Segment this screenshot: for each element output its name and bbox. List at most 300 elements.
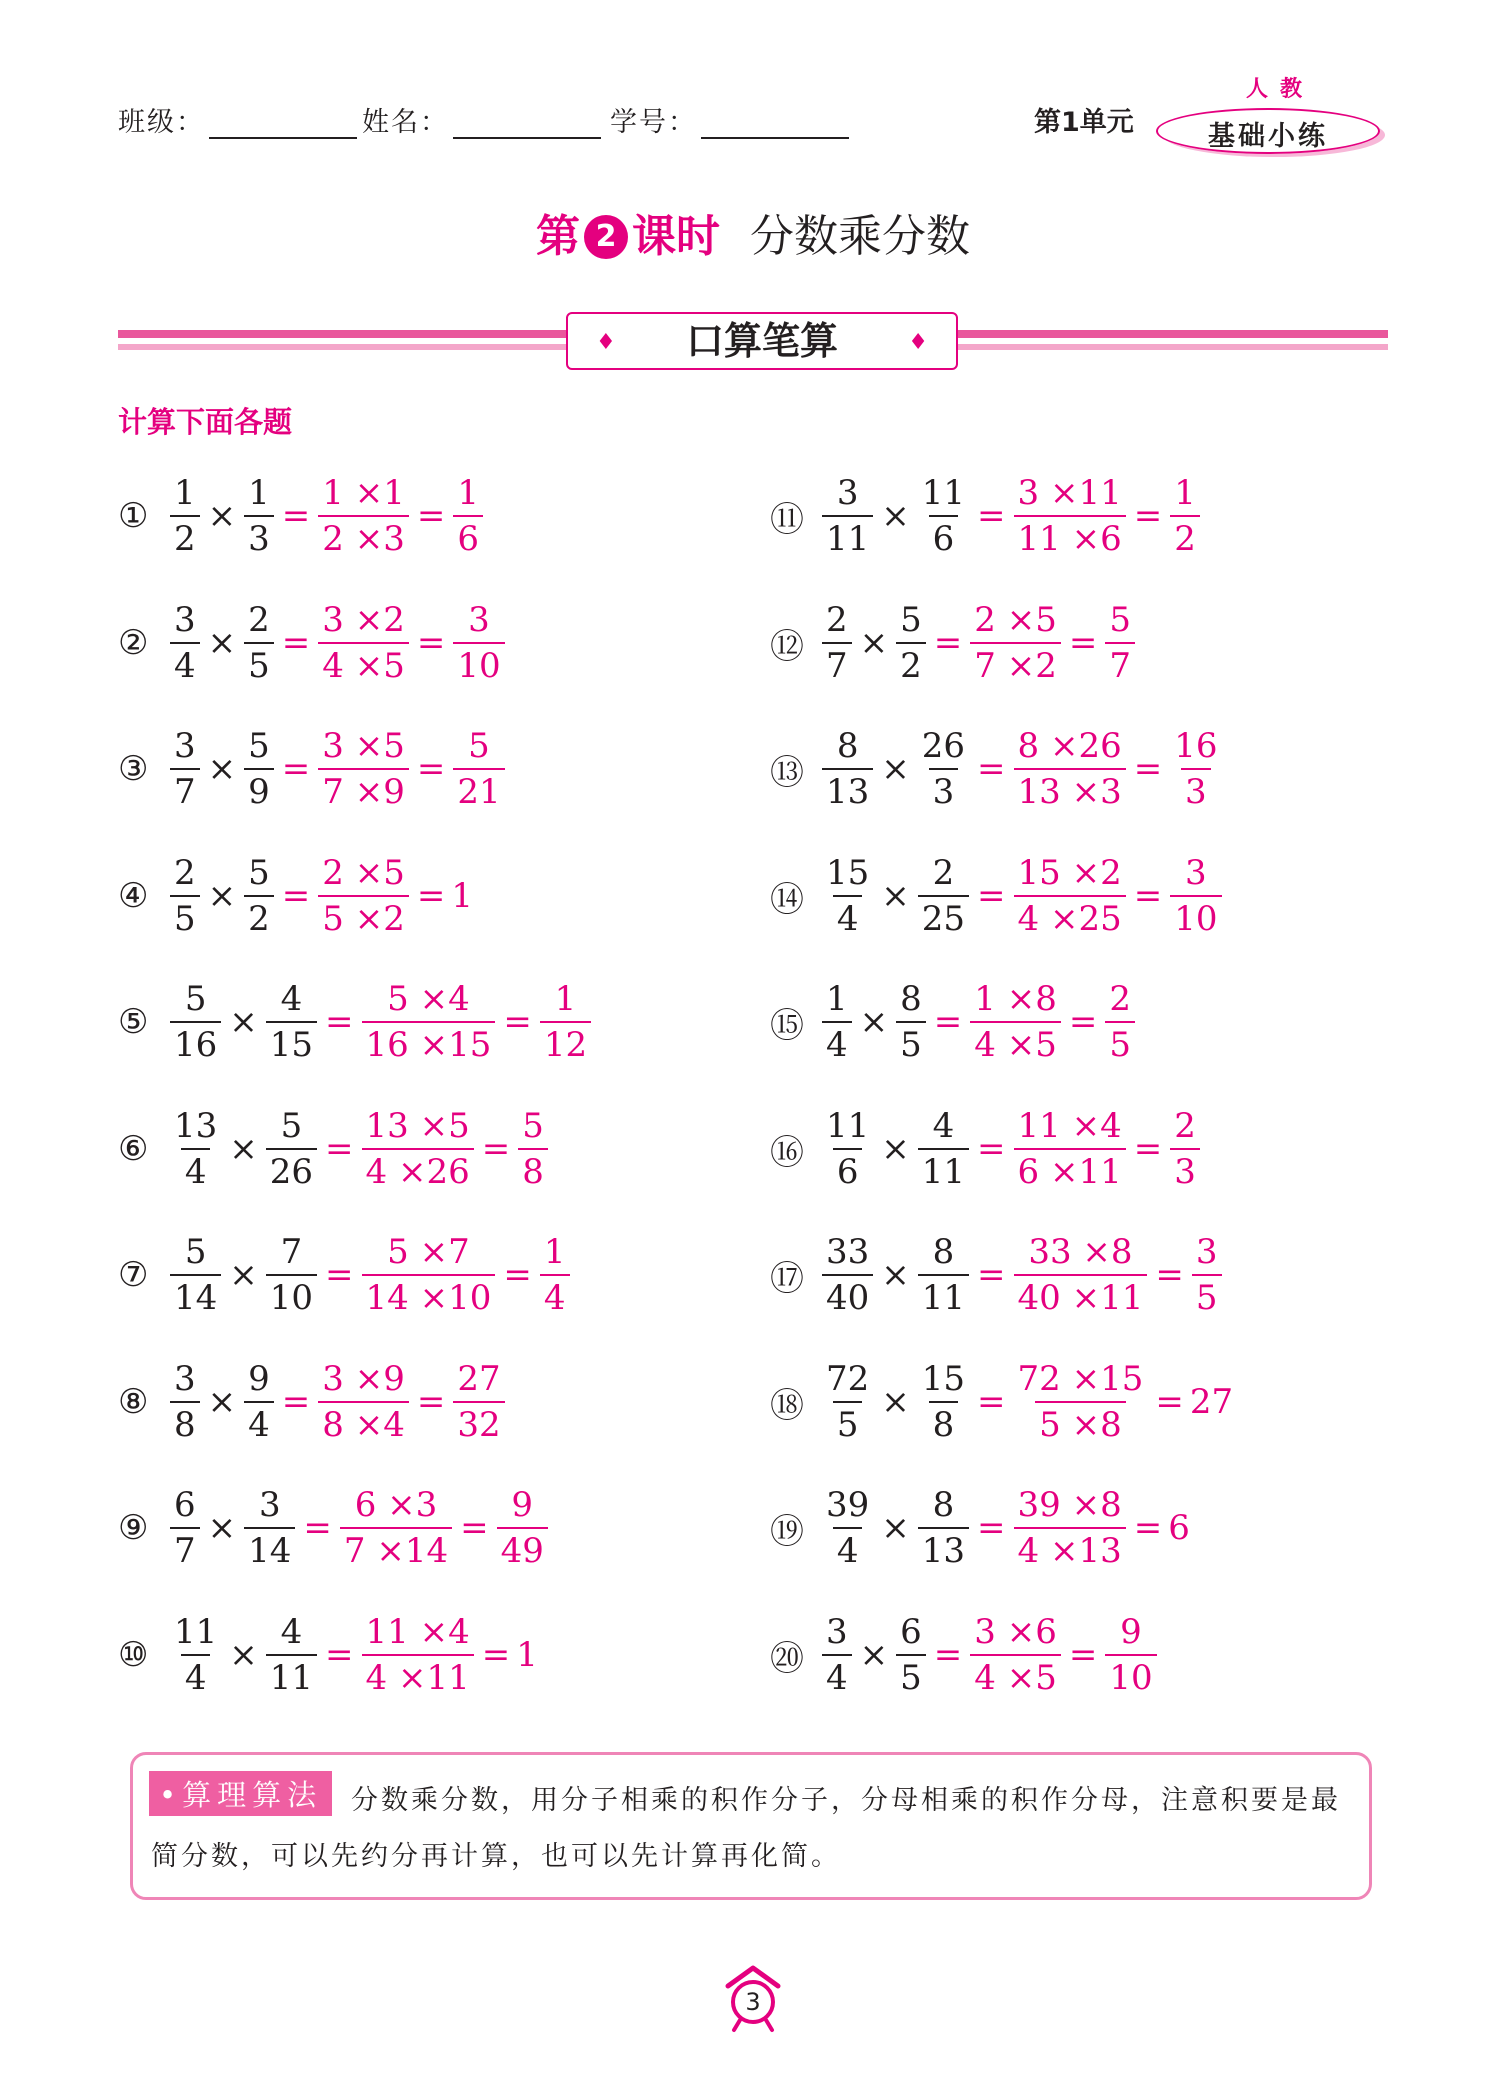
numerator: 33 ×8 (1028, 1232, 1133, 1272)
equals-sign: = (977, 1382, 1006, 1422)
instruction: 计算下面各题 (118, 405, 293, 439)
numerator: 1 (554, 979, 577, 1019)
numerator: 3 ×9 (322, 1359, 405, 1399)
times-sign: × (859, 1635, 889, 1675)
equals-sign: = (325, 1635, 354, 1675)
numerator: 8 (836, 726, 859, 766)
denominator: 4 (170, 642, 200, 688)
lesson-number-badge: 2 (584, 215, 628, 259)
equals-sign: = (977, 1508, 1006, 1548)
equals-sign: = (977, 1255, 1006, 1295)
denominator: 40 ×11 (1014, 1274, 1148, 1320)
numerator: 3 ×6 (974, 1612, 1057, 1652)
problem-number: ③ (118, 749, 149, 789)
problem-number: ⑳ (770, 1638, 804, 1679)
brand-badge (1156, 108, 1380, 154)
denominator: 4 ×11 (362, 1654, 474, 1700)
numerator: 33 (826, 1232, 870, 1272)
denominator: 5 (244, 642, 274, 688)
times-sign: × (881, 876, 910, 916)
page-header (118, 77, 1388, 152)
unit-label: 第1单元 (1034, 107, 1134, 138)
result-fraction (453, 598, 504, 688)
factor-fraction (244, 1483, 295, 1573)
numerator: 5 (900, 600, 922, 640)
factor-fraction (918, 724, 969, 814)
working-fraction (1014, 1104, 1126, 1194)
result-fraction (1105, 1610, 1156, 1700)
problem-number: ⑩ (118, 1635, 149, 1675)
factor-fraction (822, 851, 873, 941)
numerator: 9 (511, 1485, 534, 1525)
equals-sign: = (281, 876, 311, 916)
denominator: 3 (929, 768, 959, 814)
factor-fraction (896, 1610, 926, 1700)
diamond-icon: ♦ (908, 330, 928, 355)
numerator: 5 (184, 979, 207, 1019)
numerator: 8 ×26 (1017, 726, 1122, 766)
numerator: 5 (280, 1106, 303, 1146)
numerator: 5 (468, 726, 490, 766)
factor-fraction (822, 1483, 873, 1573)
numerator: 4 (932, 1106, 955, 1146)
times-sign: × (207, 623, 237, 663)
working-fraction (970, 977, 1061, 1067)
numerator: 5 (1109, 600, 1131, 640)
denominator: 4 ×26 (362, 1148, 474, 1194)
denominator: 7 ×2 (970, 642, 1061, 688)
equals-sign: = (281, 1382, 311, 1422)
lesson-title (0, 200, 1506, 264)
numerator: 2 (1174, 1106, 1196, 1146)
denominator: 13 ×3 (1014, 768, 1126, 814)
denominator: 14 ×10 (362, 1274, 496, 1320)
problem-item (770, 593, 1137, 693)
problem-item (770, 466, 1202, 566)
factor-fraction (170, 1230, 221, 1320)
times-sign: × (859, 623, 889, 663)
problem-number: ⑬ (770, 752, 804, 793)
result-fraction (1170, 471, 1200, 561)
equals-sign: = (416, 496, 446, 536)
factor-fraction (918, 1104, 969, 1194)
result-fraction (1170, 851, 1221, 941)
numerator: 13 (174, 1106, 218, 1146)
problem-item (770, 846, 1224, 946)
numerator: 2 (826, 600, 848, 640)
numerator: 3 (1195, 1232, 1218, 1272)
result-fraction (1170, 724, 1221, 814)
denominator: 10 (453, 642, 504, 688)
problem-number: ⑱ (770, 1385, 804, 1426)
equals-sign: = (325, 1255, 354, 1295)
denominator: 4 ×25 (1014, 895, 1126, 941)
factor-fraction (822, 598, 852, 688)
equals-sign: = (977, 749, 1006, 789)
denominator: 13 (918, 1527, 969, 1573)
times-sign: × (207, 876, 237, 916)
denominator: 7 ×14 (340, 1527, 452, 1573)
denominator: 5 (896, 1654, 926, 1700)
denominator: 11 (918, 1274, 969, 1320)
equals-sign: = (1068, 1002, 1098, 1042)
factor-fraction (170, 598, 200, 688)
factor-fraction (896, 598, 926, 688)
denominator: 6 (833, 1148, 863, 1194)
times-sign: × (229, 1129, 258, 1169)
factor-fraction (918, 851, 969, 941)
times-sign: × (229, 1002, 258, 1042)
denominator: 10 (1170, 895, 1221, 941)
times-sign: × (881, 1508, 910, 1548)
equals-sign: = (1133, 876, 1163, 916)
section-title: 口算笔算 (685, 319, 838, 363)
problem-item (770, 1225, 1224, 1325)
equals-sign: = (1155, 1255, 1184, 1295)
numerator: 8 (932, 1485, 955, 1525)
numerator: 72 ×15 (1017, 1359, 1144, 1399)
denominator: 10 (266, 1274, 317, 1320)
result-fraction (518, 1104, 548, 1194)
factor-fraction (244, 1357, 274, 1447)
working-fraction (340, 1483, 452, 1573)
problem-item (770, 1099, 1202, 1199)
times-sign: × (229, 1255, 258, 1295)
problem-number: ⑤ (118, 1002, 149, 1042)
factor-fraction (918, 1357, 969, 1447)
numerator: 6 ×3 (354, 1485, 438, 1525)
numerator: 15 ×2 (1017, 853, 1122, 893)
equals-sign: = (281, 623, 311, 663)
numerator: 2 ×5 (974, 600, 1057, 640)
title-suffix: 课时 (632, 211, 720, 262)
working-fraction (970, 598, 1061, 688)
equals-sign: = (325, 1002, 354, 1042)
numerator: 9 (1120, 1612, 1142, 1652)
numerator: 3 (1185, 853, 1207, 893)
equals-sign: = (416, 749, 446, 789)
factor-fraction (266, 1230, 317, 1320)
equals-sign: = (933, 1002, 963, 1042)
section-banner (566, 312, 958, 370)
factor-fraction (170, 851, 200, 941)
tip-text: 分数乘分数，用分子相乘的积作分子，分母相乘的积作分母，注意积要是最简分数，可以先约分再计算，也可以先计算再化简。 (151, 1785, 1341, 1872)
numerator: 72 (826, 1359, 870, 1399)
problem-number: ⑭ (770, 879, 804, 920)
denominator: 6 (453, 515, 483, 561)
denominator: 5 (896, 1021, 926, 1067)
denominator: 8 (170, 1401, 200, 1447)
denominator: 4 (244, 1401, 274, 1447)
factor-fraction (244, 724, 274, 814)
denominator: 11 (918, 1148, 969, 1194)
page-number-badge (722, 1964, 784, 2034)
working-fraction (318, 471, 409, 561)
denominator: 4 (833, 1527, 863, 1573)
problem-item (118, 972, 593, 1072)
equals-sign: = (460, 1508, 489, 1548)
numerator: 26 (921, 726, 966, 766)
times-sign: × (881, 1255, 910, 1295)
factor-fraction (822, 724, 873, 814)
numerator: 9 (248, 1359, 270, 1399)
working-fraction (362, 1610, 474, 1700)
equals-sign: = (281, 749, 311, 789)
numerator: 5 (248, 853, 270, 893)
denominator: 3 (244, 515, 274, 561)
numerator: 39 ×8 (1017, 1485, 1122, 1525)
equals-sign: = (933, 623, 963, 663)
problem-number: ④ (118, 876, 149, 916)
problem-number: ⑥ (118, 1129, 149, 1169)
result-fraction (1105, 977, 1135, 1067)
problem-number: ⑧ (118, 1382, 149, 1422)
factor-fraction (244, 471, 274, 561)
numerator: 11 ×4 (1017, 1106, 1122, 1146)
factor-fraction (244, 851, 274, 941)
problem-number: ⑪ (770, 499, 804, 540)
numerator: 5 ×7 (387, 1232, 470, 1272)
denominator: 5 (1192, 1274, 1222, 1320)
denominator: 21 (453, 768, 504, 814)
times-sign: × (859, 1002, 889, 1042)
problem-number: ⑰ (770, 1258, 804, 1299)
id-blank[interactable] (701, 109, 849, 139)
numerator: 3 (826, 1612, 848, 1652)
denominator: 4 (822, 1654, 852, 1700)
working-fraction (1014, 471, 1126, 561)
working-fraction (362, 1104, 474, 1194)
working-fraction (318, 1357, 409, 1447)
factor-fraction (822, 1610, 852, 1700)
denominator: 32 (453, 1401, 504, 1447)
denominator: 7 (822, 642, 852, 688)
denominator: 49 (497, 1527, 548, 1573)
denominator: 4 ×5 (970, 1654, 1061, 1700)
denominator: 7 (1105, 642, 1135, 688)
factor-fraction (170, 724, 200, 814)
denominator: 4 ×13 (1014, 1527, 1126, 1573)
times-sign: × (881, 1382, 910, 1422)
denominator: 5 ×8 (1035, 1401, 1126, 1447)
problem-item (770, 1352, 1233, 1452)
denominator: 7 (170, 1527, 200, 1573)
denominator: 4 (181, 1654, 211, 1700)
numerator: 15 (921, 1359, 966, 1399)
times-sign: × (207, 749, 237, 789)
equals-sign: = (503, 1255, 532, 1295)
factor-fraction (170, 1357, 200, 1447)
numerator: 39 (826, 1485, 870, 1525)
denominator: 6 ×11 (1014, 1148, 1126, 1194)
numerator: 2 (174, 853, 196, 893)
numerator: 11 ×4 (365, 1612, 470, 1652)
denominator: 3 (1170, 1148, 1200, 1194)
numerator: 3 ×11 (1017, 473, 1122, 513)
denominator: 4 (822, 1021, 852, 1067)
factor-fraction (918, 1230, 969, 1320)
equals-sign: = (1133, 749, 1163, 789)
numerator: 27 (457, 1359, 501, 1399)
times-sign: × (229, 1635, 258, 1675)
denominator: 6 (929, 515, 959, 561)
problem-number: ⑮ (770, 1005, 804, 1046)
equals-sign: = (325, 1129, 354, 1169)
numerator: 13 ×5 (365, 1106, 470, 1146)
working-fraction (1014, 1483, 1126, 1573)
factor-fraction (822, 471, 873, 561)
numerator: 1 ×1 (322, 473, 405, 513)
times-sign: × (207, 1508, 237, 1548)
numerator: 3 ×5 (322, 726, 405, 766)
factor-fraction (822, 1357, 873, 1447)
id-label: 学号： (610, 107, 697, 138)
numerator: 5 (184, 1232, 207, 1272)
problem-number: ① (118, 496, 149, 536)
equals-sign: = (416, 876, 446, 916)
problem-item (770, 1605, 1159, 1705)
denominator: 4 ×5 (970, 1021, 1061, 1067)
equals-sign: = (933, 1635, 963, 1675)
problem-item (770, 1478, 1190, 1578)
result-fraction (1192, 1230, 1222, 1320)
denominator: 5 (1105, 1021, 1135, 1067)
numerator: 2 (1109, 979, 1131, 1019)
factor-fraction (170, 1483, 200, 1573)
denominator: 3 (1181, 768, 1211, 814)
equals-sign: = (416, 623, 446, 663)
numerator: 8 (932, 1232, 955, 1272)
equals-sign: = (481, 1129, 511, 1169)
denominator: 16 ×15 (362, 1021, 496, 1067)
numerator: 15 (826, 853, 870, 893)
numerator: 3 (174, 600, 196, 640)
id-field (610, 100, 849, 139)
brand-name: 基础小练 (1208, 121, 1328, 152)
working-fraction (970, 1610, 1061, 1700)
working-fraction (1014, 1357, 1148, 1447)
factor-fraction (170, 1610, 221, 1700)
denominator: 2 ×3 (318, 515, 409, 561)
denominator: 16 (170, 1021, 221, 1067)
factor-fraction (244, 598, 274, 688)
numerator: 2 (248, 600, 270, 640)
numerator: 8 (900, 979, 922, 1019)
denominator: 13 (822, 768, 873, 814)
class-label: 班级： (118, 107, 205, 138)
equals-sign: = (977, 1129, 1006, 1169)
problem-number: ② (118, 623, 149, 663)
result-fraction (1105, 598, 1135, 688)
equals-sign: = (1155, 1382, 1184, 1422)
factor-fraction (896, 977, 926, 1067)
denominator: 10 (1105, 1654, 1156, 1700)
problem-item (118, 1605, 538, 1705)
factor-fraction (918, 471, 969, 561)
denominator: 4 ×5 (318, 642, 409, 688)
name-field (362, 100, 601, 139)
working-fraction (362, 1230, 496, 1320)
working-fraction (1014, 851, 1126, 941)
denominator: 9 (244, 768, 274, 814)
working-fraction (318, 851, 409, 941)
numerator: 5 (522, 1106, 544, 1146)
equals-sign: = (281, 496, 311, 536)
factor-fraction (266, 977, 317, 1067)
tip-box (130, 1752, 1372, 1900)
denominator: 14 (170, 1274, 221, 1320)
numerator: 11 (921, 473, 966, 513)
result-fraction (453, 724, 504, 814)
name-blank[interactable] (453, 109, 601, 139)
tip-tag: •算理算法 (149, 1771, 332, 1816)
numerator: 1 (1174, 473, 1196, 513)
denominator: 40 (822, 1274, 873, 1320)
numerator: 1 (248, 473, 270, 513)
numerator: 2 ×5 (322, 853, 405, 893)
numerator: 6 (900, 1612, 922, 1652)
equals-sign: = (416, 1382, 446, 1422)
result-value: 6 (1168, 1508, 1190, 1548)
denominator: 14 (244, 1527, 295, 1573)
denominator: 8 (929, 1401, 959, 1447)
equals-sign: = (1133, 1508, 1163, 1548)
working-fraction (318, 598, 409, 688)
numerator: 3 ×2 (322, 600, 405, 640)
equals-sign: = (1133, 496, 1163, 536)
problem-item (118, 1352, 507, 1452)
name-label: 姓名： (362, 107, 449, 138)
denominator: 2 (1170, 515, 1200, 561)
factor-fraction (170, 1104, 221, 1194)
denominator: 25 (918, 895, 969, 941)
problem-item (118, 1478, 550, 1578)
factor-fraction (170, 977, 221, 1067)
result-fraction (540, 1230, 570, 1320)
class-blank[interactable] (209, 109, 357, 139)
denominator: 7 (170, 768, 200, 814)
denominator: 26 (266, 1148, 317, 1194)
problem-number: ⑫ (770, 626, 804, 667)
numerator: 4 (280, 979, 303, 1019)
problem-item (118, 719, 507, 819)
numerator: 1 (174, 473, 196, 513)
page-number: 3 (745, 1988, 761, 2016)
times-sign: × (881, 496, 910, 536)
numerator: 11 (826, 1106, 870, 1146)
factor-fraction (266, 1104, 317, 1194)
denominator: 2 (244, 895, 274, 941)
times-sign: × (881, 749, 910, 789)
equals-sign: = (1068, 1635, 1098, 1675)
problem-item (770, 972, 1137, 1072)
problem-item (118, 1225, 572, 1325)
problem-item (118, 593, 507, 693)
denominator: 11 (266, 1654, 317, 1700)
numerator: 3 (174, 1359, 196, 1399)
numerator: 16 (1174, 726, 1218, 766)
brand-publisher: 人教 (1246, 77, 1315, 102)
result-value: 27 (1189, 1382, 1234, 1422)
factor-fraction (822, 977, 852, 1067)
denominator: 7 ×9 (318, 768, 409, 814)
result-fraction (540, 977, 591, 1067)
numerator: 3 (258, 1485, 281, 1525)
times-sign: × (207, 1382, 237, 1422)
numerator: 3 (468, 600, 490, 640)
denominator: 8 ×4 (318, 1401, 409, 1447)
times-sign: × (881, 1129, 910, 1169)
